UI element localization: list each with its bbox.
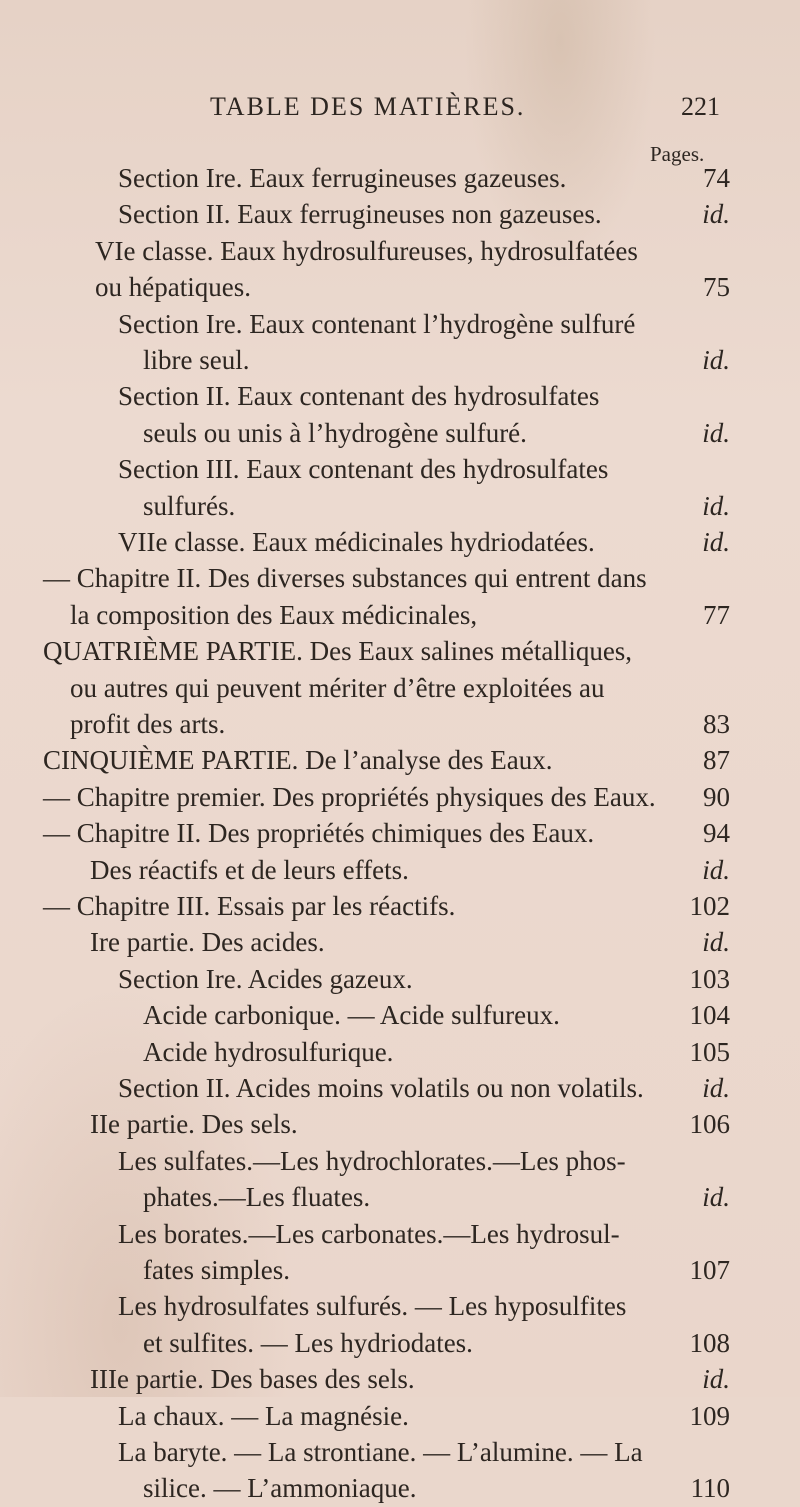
toc-entry-text: phates.—Les fluates.: [143, 1182, 371, 1213]
toc-entry-text: Section III. Eaux contenant des hydrosulfates: [118, 454, 609, 485]
toc-entry-page: 102: [689, 891, 730, 921]
toc-entry-text: ou autres qui peuvent mériter d’être exploitées au: [70, 672, 605, 703]
toc-entry: [0, 1433, 730, 1471]
toc-entry-page: id.: [702, 1073, 730, 1103]
toc-entry-text: Section II. Eaux contenant des hydrosulfates: [118, 381, 600, 412]
toc-entry-text: CINQUIÈME PARTIE. De l’analyse des Eaux.: [43, 745, 553, 776]
toc-entry-text: ou hépatiques.: [95, 272, 251, 303]
toc-entry-page: 105: [689, 1036, 730, 1067]
toc-entry-text: La baryte. — La strontiane. — L’alumine. — La: [118, 1437, 643, 1467]
toc-entry-text: Ire partie. Des acides.: [90, 927, 325, 958]
toc-entry-text: Des réactifs et de leurs effets.: [90, 854, 409, 885]
toc-entry-text: — Chapitre III. Essais par les réactifs.: [43, 891, 456, 921]
toc-entry-text: Acide hydrosulfurique.: [143, 1036, 394, 1067]
toc-entry-text: libre seul.: [143, 345, 250, 375]
toc-entry-text: QUATRIÈME PARTIE. Des Eaux salines métalliques,: [43, 636, 633, 667]
toc-entry-page: 83: [703, 709, 730, 739]
toc-entry-text: Section Ire. Acides gazeux.: [118, 963, 413, 994]
toc-entry-text: et sulfites. — Les hydriodates.: [143, 1327, 473, 1358]
toc-entry-text: fates simples.: [143, 1255, 290, 1285]
toc-entry-text: Section Ire. Eaux contenant l’hydrogène sulfuré: [118, 308, 636, 339]
toc-entry-page: id.: [702, 345, 730, 375]
toc-entry-page: id.: [702, 927, 730, 958]
toc-entry-text: — Chapitre premier. Des propriétés physiques des Eaux.: [43, 781, 656, 812]
toc-entry-page: id.: [702, 527, 730, 557]
toc-entry-text: — Chapitre II. Des diverses substances qui entrent dans: [43, 563, 647, 594]
toc-entry-text: — Chapitre II. Des propriétés chimiques des Eaux.: [43, 818, 595, 849]
toc-entry-text: Section II. Acides moins volatils ou non volatils.: [118, 1073, 644, 1103]
toc-entry-page: 74: [703, 163, 730, 193]
toc-entry-page: id.: [702, 854, 730, 885]
toc-entry-text: Acide carbonique. — Acide sulfureux.: [143, 1000, 560, 1031]
toc-entry-page: id.: [702, 1182, 730, 1213]
toc-entry-text: La chaux. — La magnésie.: [118, 1400, 409, 1431]
toc-entry-page: 90: [703, 781, 730, 812]
toc-entry-text: Les borates.—Les carbonates.—Les hydrosul-: [118, 1218, 620, 1249]
toc-entry-page: id.: [702, 490, 730, 521]
toc-entry-text: la composition des Eaux médicinales,: [70, 599, 478, 630]
running-title: TABLE DES MATIÈRES.: [210, 92, 526, 121]
toc-entry-text: Les hydrosulfates sulfurés. — Les hyposulfites: [118, 1291, 627, 1322]
toc-entry-page: 87: [703, 745, 730, 776]
toc-entry-page: id.: [702, 417, 730, 448]
toc-entry: [0, 1397, 730, 1435]
toc-entry-text: VIIe classe. Eaux médicinales hydriodatées.: [118, 527, 595, 557]
toc-entry-page: 94: [703, 818, 730, 849]
toc-entry-page: 107: [689, 1255, 730, 1285]
toc-entry-text: VIe classe. Eaux hydrosulfureuses, hydrosulfatées: [95, 235, 638, 266]
toc-entry-page: 109: [689, 1400, 730, 1431]
toc-entry-text: profit des arts.: [70, 709, 226, 739]
toc-entry-page: 75: [703, 272, 730, 303]
toc-entry-text: Section II. Eaux ferrugineuses non gazeuses.: [118, 199, 602, 230]
toc-entry-page: 103: [689, 963, 730, 994]
toc-entry-page: id.: [702, 199, 730, 230]
toc-entry: [0, 1469, 730, 1507]
toc-entry-text: IIe partie. Des sels.: [90, 1109, 298, 1140]
toc-entry-text: seuls ou unis à l’hydrogène sulfuré.: [143, 417, 527, 448]
page-number: 221: [681, 92, 720, 121]
toc-entry-page: 110: [690, 1473, 730, 1504]
pages-column-label: Pages.: [650, 142, 705, 166]
toc-entry-text: silice. — L’ammoniaque.: [143, 1473, 417, 1504]
toc-entry-page: id.: [702, 1364, 730, 1395]
toc-entry-page: 106: [689, 1109, 730, 1140]
toc-entry-text: IIIe partie. Des bases des sels.: [90, 1364, 415, 1395]
toc-entry-page: 77: [703, 599, 730, 630]
toc-entry-page: 104: [689, 1000, 730, 1031]
toc-entry-text: Les sulfates.—Les hydrochlorates.—Les phos-: [118, 1145, 626, 1176]
toc-entry-page: 108: [689, 1327, 730, 1358]
toc-entry-text: Section Ire. Eaux ferrugineuses gazeuses.: [118, 163, 567, 193]
toc-entry-text: sulfurés.: [143, 490, 236, 521]
